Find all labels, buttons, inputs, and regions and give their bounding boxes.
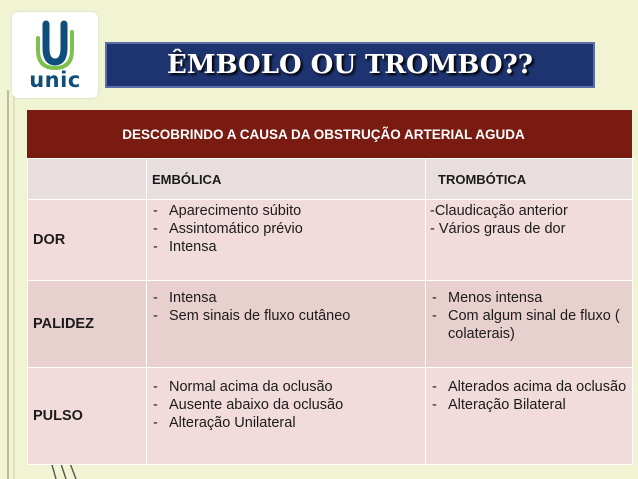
unic-logo-icon: [32, 18, 78, 72]
cell-dor-trombotica: [426, 200, 633, 281]
cell-pulso-trombotica: [426, 368, 633, 465]
list-item: -Claudicação anterior: [430, 203, 568, 219]
list-item: - Intensa: [151, 238, 421, 256]
slide-title: ÊMBOLO OU TROMBO??: [166, 50, 534, 80]
list-item: - Intensa: [151, 289, 421, 307]
list-item: - Alteração Bilateral: [430, 396, 628, 414]
logo-text: unic: [29, 68, 81, 92]
table-header-text: DESCOBRINDO A CAUSA DA OBSTRUÇÃO ARTERIAL AGUDA: [122, 126, 525, 142]
table-column-header-row: [28, 159, 633, 200]
table-row: [28, 200, 633, 281]
list-item: - Sem sinais de fluxo cutâneo: [151, 307, 421, 325]
slide-title-box: [105, 42, 595, 88]
row-label-dor: DOR: [28, 200, 147, 281]
cell-palidez-embolica: [147, 281, 426, 368]
cell-palidez-trombotica: [426, 281, 633, 368]
comparison-table: [27, 158, 633, 465]
list-item: - Aparecimento súbito: [151, 202, 421, 220]
list-item: - Normal acima da oclusão: [151, 378, 421, 396]
column-header-trombotica: TROMBÓTICA: [426, 159, 633, 200]
row-label-palidez: PALIDEZ: [28, 281, 147, 368]
list-item: - Vários graus de dor: [430, 221, 566, 237]
list-item: - Ausente abaixo da oclusão: [151, 396, 421, 414]
list-item: - Com algum sinal de fluxo ( colaterais): [430, 307, 628, 343]
list-item: - Alteração Unilateral: [151, 414, 421, 432]
table-row: [28, 368, 633, 465]
unic-logo: [12, 12, 98, 98]
cell-dor-embolica: [147, 200, 426, 281]
list-item: - Menos intensa: [430, 289, 628, 307]
column-header-embolica: EMBÓLICA: [147, 159, 426, 200]
column-header-empty: [28, 159, 147, 200]
table-row: [28, 281, 633, 368]
list-item: - Assintomático prévio: [151, 220, 421, 238]
row-label-pulso: PULSO: [28, 368, 147, 465]
list-item: - Alterados acima da oclusão: [430, 378, 628, 396]
cell-pulso-embolica: [147, 368, 426, 465]
table-header-bar: [27, 110, 632, 158]
